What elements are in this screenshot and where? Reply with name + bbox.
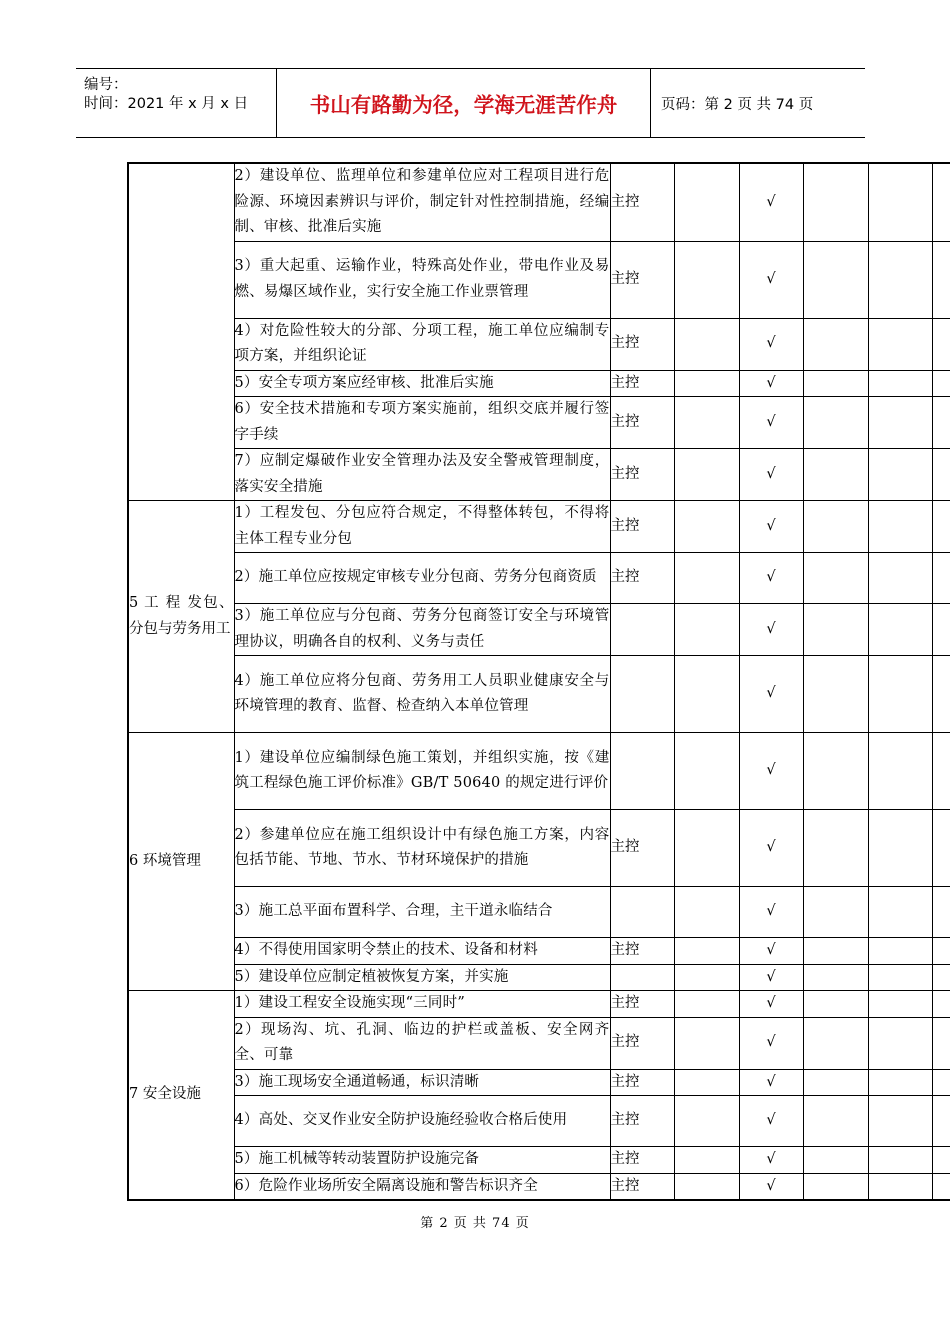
- table-row: [128, 1017, 950, 1069]
- table-row: [128, 449, 950, 501]
- check-mark: √: [739, 449, 803, 501]
- table-row: [128, 397, 950, 449]
- check-mark: √: [739, 964, 803, 991]
- item-description: 1）建设工程安全设施实现“三同时”: [234, 991, 610, 1018]
- item-description: 3）施工总平面布置科学、合理，主干道永临结合: [234, 887, 610, 938]
- table-row: [128, 553, 950, 604]
- check-mark: √: [739, 733, 803, 810]
- table-row: [128, 1069, 950, 1096]
- table-row: [128, 938, 950, 965]
- check-mark: √: [739, 1017, 803, 1069]
- code-label: 编号：: [84, 77, 128, 93]
- control-level: [610, 964, 674, 991]
- check-mark: √: [739, 241, 803, 318]
- item-description: 4）高处、交叉作业安全防护设施经验收合格后使用: [234, 1096, 610, 1147]
- control-level: [610, 656, 674, 733]
- item-description: 5）安全专项方案应经审核、批准后实施: [234, 370, 610, 397]
- category-cell: 5 工 程 发包、分包与劳务用工: [128, 501, 234, 733]
- table-row: [128, 887, 950, 938]
- category-cell: 6 环境管理: [128, 733, 234, 991]
- page-header: [76, 68, 865, 138]
- category-cell: [128, 163, 234, 501]
- header-meta: [76, 69, 277, 137]
- item-description: 2）建设单位、监理单位和参建单位应对工程项目进行危险源、环境因素辨识与评价，制定针对性控制措施，经编制、审核、批准后实施: [234, 163, 610, 241]
- item-description: 3）施工现场安全通道畅通，标识清晰: [234, 1069, 610, 1096]
- item-description: 3）重大起重、运输作业，特殊高处作业，带电作业及易燃、易爆区域作业，实行安全施工作业票管理: [234, 241, 610, 318]
- control-level: 主控: [610, 1069, 674, 1096]
- checklist-table: [127, 162, 950, 1201]
- table-row: [128, 991, 950, 1018]
- table-row: [128, 241, 950, 318]
- control-level: 主控: [610, 1147, 674, 1174]
- check-mark: √: [739, 1173, 803, 1200]
- table-row: [128, 733, 950, 810]
- item-description: 5）建设单位应制定植被恢复方案，并实施: [234, 964, 610, 991]
- check-mark: √: [739, 318, 803, 370]
- control-level: 主控: [610, 1173, 674, 1200]
- table-row: [128, 1096, 950, 1147]
- check-mark: √: [739, 553, 803, 604]
- item-description: 4）施工单位应将分包商、劳务用工人员职业健康安全与环境管理的教育、监督、检查纳入本单位管理: [234, 656, 610, 733]
- table-row: [128, 810, 950, 887]
- item-description: 2）参建单位应在施工组织设计中有绿色施工方案，内容包括节能、节地、节水、节材环境保护的措施: [234, 810, 610, 887]
- control-level: 主控: [610, 810, 674, 887]
- control-level: 主控: [610, 449, 674, 501]
- control-level: 主控: [610, 553, 674, 604]
- control-level: 主控: [610, 397, 674, 449]
- item-description: 6）安全技术措施和专项方案实施前，组织交底并履行签字手续: [234, 397, 610, 449]
- table-row: [128, 163, 950, 241]
- table-row: [128, 501, 950, 553]
- control-level: 主控: [610, 501, 674, 553]
- check-mark: √: [739, 604, 803, 656]
- control-level: 主控: [610, 163, 674, 241]
- item-description: 1）建设单位应编制绿色施工策划，并组织实施，按《建筑工程绿色施工评价标准》GB/T 50640 的规定进行评价: [234, 733, 610, 810]
- page-indicator: 页码：第 2 页 共 74 页: [661, 96, 814, 113]
- check-mark: √: [739, 163, 803, 241]
- control-level: [610, 604, 674, 656]
- motto: 书山有路勤为径，学海无涯苦作舟: [277, 69, 651, 137]
- check-mark: √: [739, 397, 803, 449]
- table-row: [128, 1173, 950, 1200]
- control-level: [610, 887, 674, 938]
- table-row: [128, 604, 950, 656]
- control-level: 主控: [610, 370, 674, 397]
- check-mark: √: [739, 938, 803, 965]
- category-cell: 7 安全设施: [128, 991, 234, 1201]
- table-row: [128, 1147, 950, 1174]
- check-mark: √: [739, 887, 803, 938]
- control-level: 主控: [610, 938, 674, 965]
- item-description: 2）施工单位应按规定审核专业分包商、劳务分包商资质: [234, 553, 610, 604]
- item-description: 1）工程发包、分包应符合规定，不得整体转包，不得将主体工程专业分包: [234, 501, 610, 553]
- check-mark: √: [739, 991, 803, 1018]
- item-description: 2）现场沟、坑、孔洞、临边的护栏或盖板、安全网齐全、可靠: [234, 1017, 610, 1069]
- control-level: 主控: [610, 991, 674, 1018]
- page-footer: 第 2 页 共 74 页: [420, 1216, 530, 1231]
- check-mark: √: [739, 370, 803, 397]
- control-level: [610, 733, 674, 810]
- table-row: [128, 370, 950, 397]
- table-row: [128, 656, 950, 733]
- check-mark: √: [739, 1147, 803, 1174]
- check-mark: √: [739, 656, 803, 733]
- item-description: 4）不得使用国家明令禁止的技术、设备和材料: [234, 938, 610, 965]
- item-description: 7）应制定爆破作业安全管理办法及安全警戒管理制度，落实安全措施: [234, 449, 610, 501]
- control-level: 主控: [610, 241, 674, 318]
- control-level: 主控: [610, 318, 674, 370]
- item-description: 4）对危险性较大的分部、分项工程，施工单位应编制专项方案，并组织论证: [234, 318, 610, 370]
- check-mark: √: [739, 1069, 803, 1096]
- check-mark: √: [739, 501, 803, 553]
- item-description: 5）施工机械等转动装置防护设施完备: [234, 1147, 610, 1174]
- control-level: 主控: [610, 1096, 674, 1147]
- item-description: 6）危险作业场所安全隔离设施和警告标识齐全: [234, 1173, 610, 1200]
- table-row: [128, 964, 950, 991]
- check-mark: √: [739, 1096, 803, 1147]
- control-level: 主控: [610, 1017, 674, 1069]
- item-description: 3）施工单位应与分包商、劳务分包商签订安全与环境管理协议，明确各自的权利、义务与责任: [234, 604, 610, 656]
- check-mark: √: [739, 810, 803, 887]
- table-row: [128, 318, 950, 370]
- time-label: 时间：2021 年 x 月 x 日: [84, 96, 249, 112]
